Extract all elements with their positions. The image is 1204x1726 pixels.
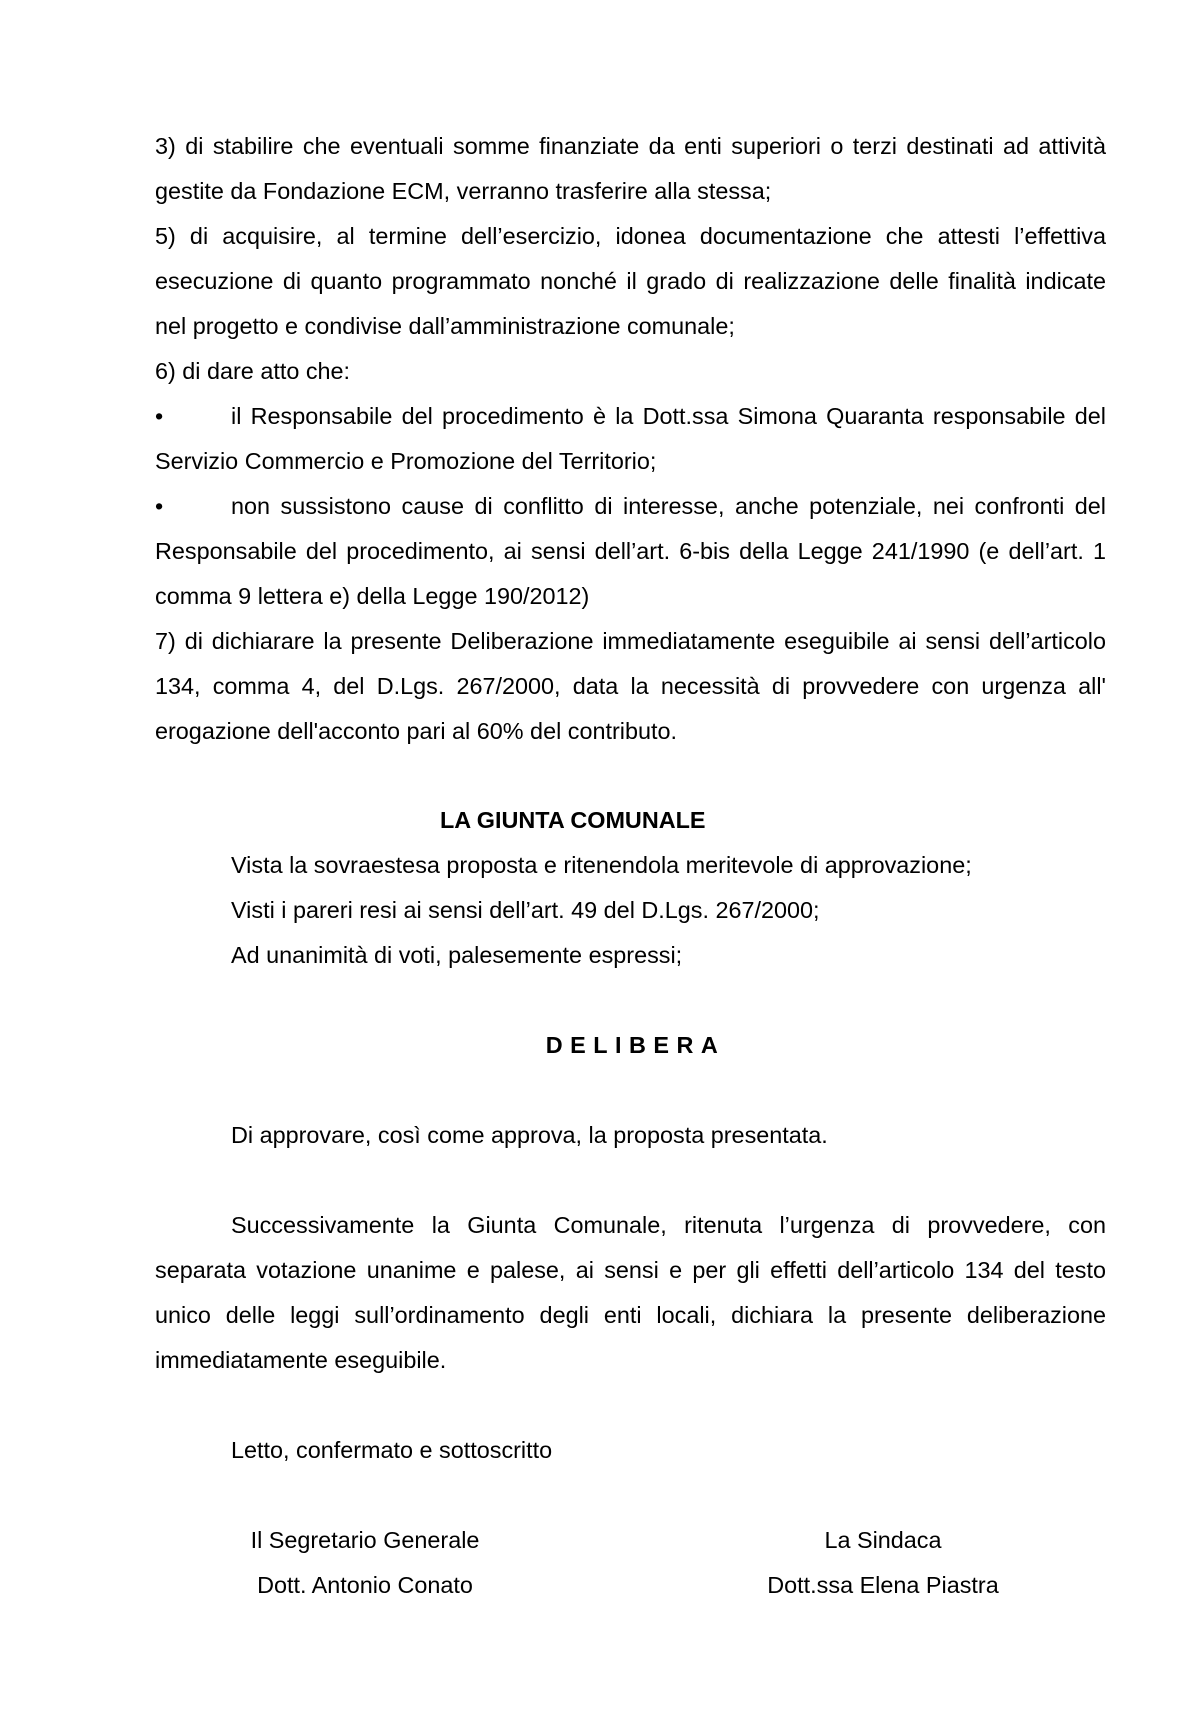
spacer: [155, 1158, 1106, 1203]
secretary-name: Dott. Antonio Conato: [257, 1572, 473, 1598]
giunta-line-visti: Visti i pareri resi ai sensi dell’art. 49 del D.Lgs. 267/2000;: [231, 897, 820, 923]
bullet-text-conflitto: non sussistono cause di conflitto di interesse, anche potenziale, nei confronti del Responsabile del procedimento, ai sensi dell’art. 6-bis della Legge 241/1990 (e dell’art. 1 comma 9 lettera e) della Legge 190/2012): [155, 493, 1106, 609]
mayor-title: La Sindaca: [824, 1527, 942, 1553]
giunta-heading: LA GIUNTA COMUNALE: [440, 807, 706, 833]
bullet-text-responsabile: il Responsabile del procedimento è la Dott.ssa Simona Quaranta responsabile del Servizio Commercio e Promozione del Territorio;: [155, 403, 1106, 474]
document-page: [155, 124, 1106, 1608]
delibera-heading: DELIBERA: [545, 1032, 726, 1058]
confirmed-line: Letto, confermato e sottoscritto: [231, 1437, 553, 1463]
bullet-item-conflitto: [155, 484, 1106, 619]
bullet-item-responsabile: [155, 394, 1106, 484]
successive-paragraph: Successivamente la Giunta Comunale, ritenuta l’urgenza di provvedere, con separata votazione unanime e palese, ai sensi e per gli effetti dell’articolo 134 del testo unico delle leggi sull’ordinamento degli enti locali, dichiara la presente deliberazione immediatamente eseguibile.: [155, 1212, 1106, 1373]
secretary-title: Il Segretario Generale: [250, 1527, 480, 1553]
mayor-name: Dott.ssa Elena Piastra: [767, 1572, 999, 1598]
spacer: [155, 1383, 1106, 1428]
approval-line: Di approvare, così come approva, la proposta presentata.: [231, 1122, 828, 1148]
signature-mayor: [733, 1518, 1033, 1608]
signature-block: [155, 1518, 1106, 1608]
giunta-line-vista: Vista la sovraestesa proposta e ritenendola meritevole di approvazione;: [231, 852, 972, 878]
signature-secretary: [215, 1518, 515, 1608]
paragraph-5: 5) di acquisire, al termine dell’esercizio, idonea documentazione che attesti l’effettiva esecuzione di quanto programmato nonché il grado di realizzazione delle finalità indicate nel progetto e condivise dall’amministrazione comunale;: [155, 223, 1106, 339]
bullet-mark: •: [155, 493, 164, 519]
bullet-mark: •: [155, 403, 164, 429]
paragraph-6: 6) di dare atto che:: [155, 358, 351, 384]
spacer: [155, 1068, 1106, 1113]
paragraph-3: 3) di stabilire che eventuali somme finanziate da enti superiori o terzi destinati ad attività gestite da Fondazione ECM, verranno trasferire alla stessa;: [155, 133, 1106, 204]
paragraph-7: 7) di dichiarare la presente Deliberazione immediatamente eseguibile ai sensi dell’articolo 134, comma 4, del D.Lgs. 267/2000, data la necessità di provvedere con urgenza all' erogazione dell'acconto pari al 60% del contributo.: [155, 628, 1106, 744]
giunta-line-unanimita: Ad unanimità di voti, palesemente espressi;: [231, 942, 683, 968]
